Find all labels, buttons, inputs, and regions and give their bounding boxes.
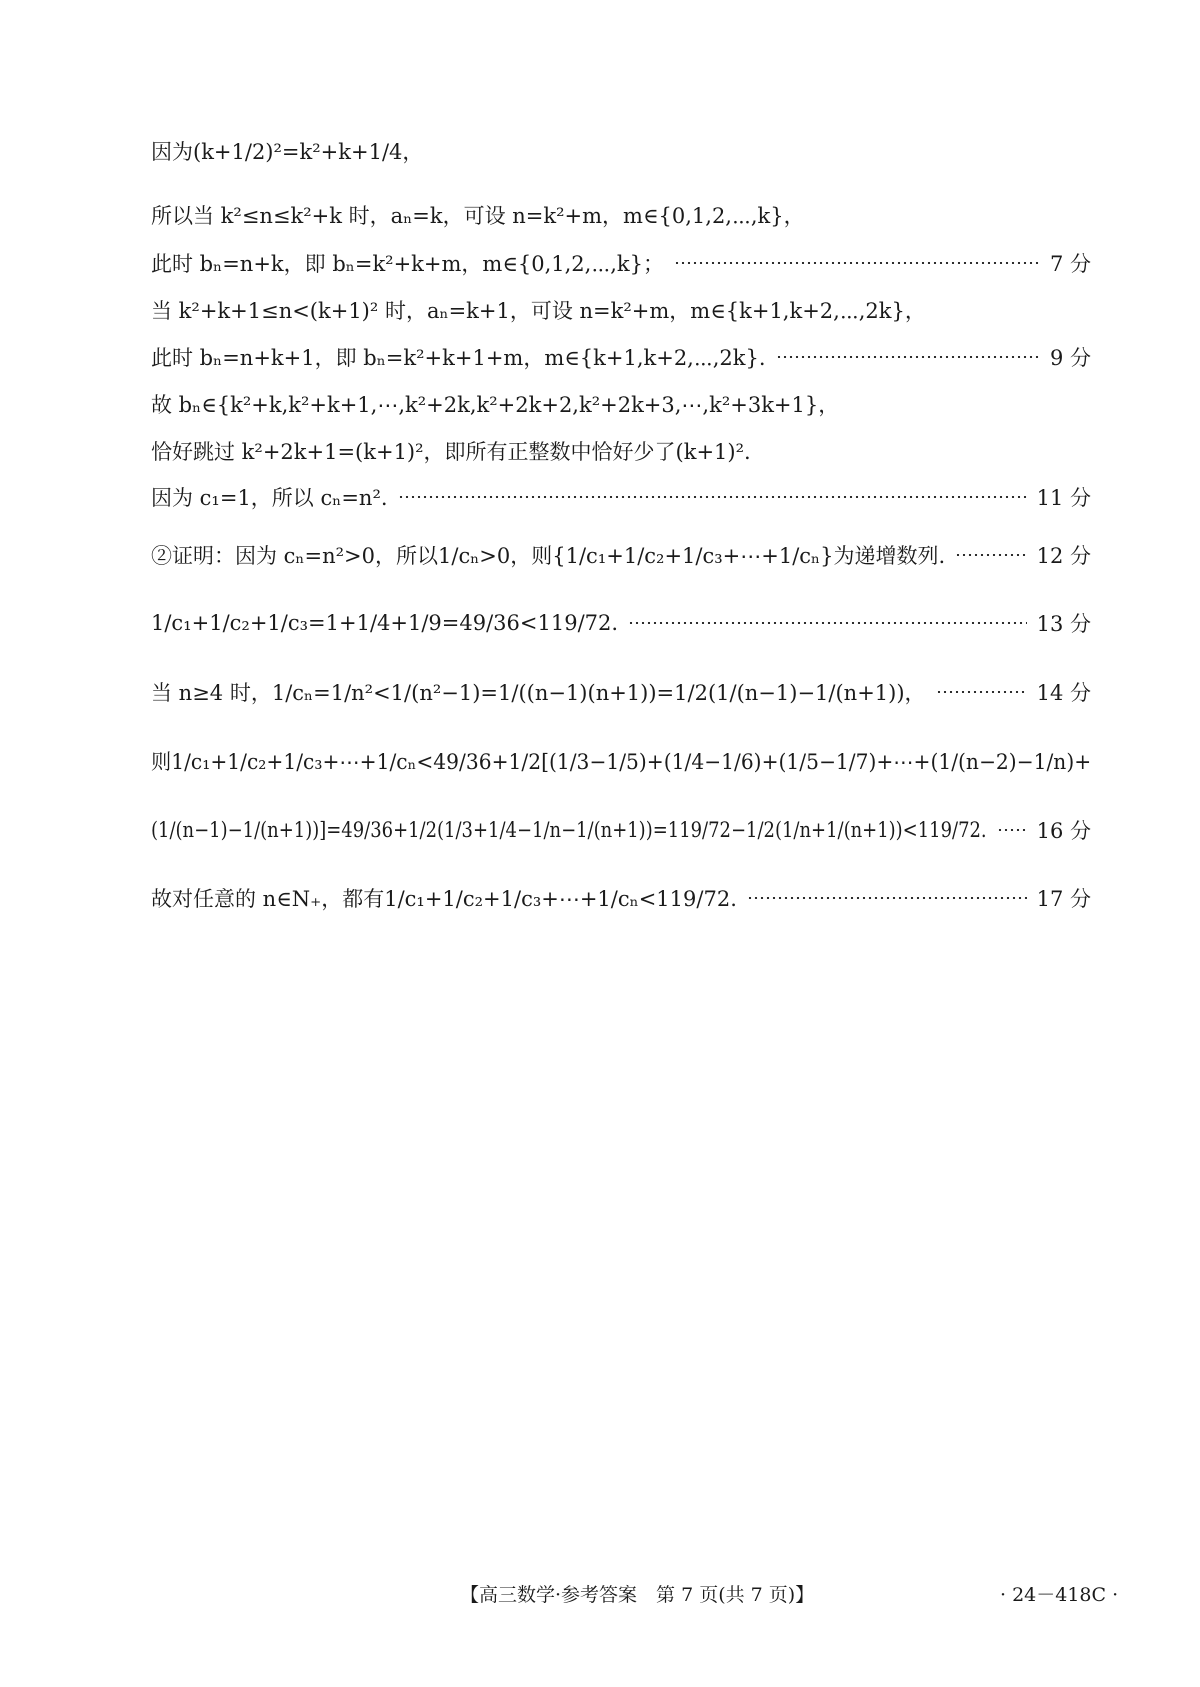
solution-line-8 (151, 482, 1091, 512)
score-mark: 7 分 (1049, 252, 1091, 276)
score-mark: 16 分 (1036, 819, 1091, 843)
score-mark: 17 分 (1036, 887, 1091, 911)
footer-title: 【高三数学·参考答案 第 7 页(共 7 页)】 (460, 1584, 815, 1606)
solution-line-13 (151, 815, 1091, 845)
dot-leader (398, 496, 1027, 498)
solution-line-6 (151, 389, 1091, 419)
line-text: 因为 c₁=1，所以 cₙ=n². (151, 486, 388, 510)
solution-line-4 (151, 295, 1091, 325)
score-mark: 13 分 (1036, 612, 1091, 636)
solution-line-11 (151, 677, 1091, 707)
solution-line-2 (151, 200, 1091, 230)
line-text: 故 bₙ∈{k²+k,k²+k+1,⋯,k²+2k,k²+2k+2,k²+2k+3,⋯,k²+3k+1}， (151, 393, 840, 417)
line-text: 恰好跳过 k²+2k+1=(k+1)²，即所有正整数中恰好少了(k+1)². (151, 440, 751, 464)
solution-line-1 (151, 136, 1091, 166)
line-text: (1/(n−1)−1/(n+1))]=49/36+1/2(1/3+1/4−1/n−1/(n+1))=119/72−1/2(1/n+1/(n+1))<119/72. (151, 818, 987, 842)
dot-leader (997, 829, 1027, 831)
line-text: 1/c₁+1/c₂+1/c₃=1+1/4+1/9=49/36<119/72. (151, 611, 619, 635)
dot-leader (628, 622, 1027, 624)
line-text: 此时 bₙ=n+k+1，即 bₙ=k²+k+1+m，m∈{k+1,k+2,⋯,2k}. (151, 346, 766, 370)
footer-code: · 24－418C · (1000, 1584, 1119, 1606)
dot-leader (955, 554, 1026, 556)
line-text: 则1/c₁+1/c₂+1/c₃+⋯+1/cₙ<49/36+1/2[(1/3−1/5)+(1/4−1/6)+(1/5−1/7)+⋯+(1/(n−2)−1/n)+ (151, 750, 1092, 774)
solution-line-12 (151, 746, 1091, 776)
dot-leader (674, 262, 1040, 264)
line-text: 故对任意的 n∈N₊，都有1/c₁+1/c₂+1/c₃+⋯+1/cₙ<119/72. (151, 887, 737, 911)
line-text: ②证明：因为 cₙ=n²>0，所以1/cₙ>0，则{1/c₁+1/c₂+1/c₃+⋯+1/cₙ}为递增数列. (151, 544, 946, 568)
dot-leader (747, 897, 1027, 899)
line-text: 当 n≥4 时，1/cₙ=1/n²<1/(n²−1)=1/((n−1)(n+1))=1/2(1/(n−1)−1/(n+1))， (151, 681, 926, 705)
solution-line-7 (151, 436, 1091, 466)
dot-leader (776, 356, 1040, 358)
line-text: 所以当 k²≤n≤k²+k 时，aₙ=k，可设 n=k²+m，m∈{0,1,2,⋯,k}， (151, 204, 805, 228)
score-mark: 11 分 (1036, 486, 1091, 510)
solution-line-5 (151, 342, 1091, 372)
score-mark: 12 分 (1036, 544, 1091, 568)
score-mark: 9 分 (1049, 346, 1091, 370)
score-mark: 14 分 (1036, 681, 1091, 705)
line-text: 此时 bₙ=n+k，即 bₙ=k²+k+m，m∈{0,1,2,⋯,k}； (151, 252, 665, 276)
solution-line-10 (151, 608, 1091, 638)
solution-line-14 (151, 883, 1091, 913)
dot-leader (936, 691, 1027, 693)
line-text: 因为(k+1/2)²=k²+k+1/4， (151, 140, 424, 164)
line-text: 当 k²+k+1≤n<(k+1)² 时，aₙ=k+1，可设 n=k²+m，m∈{k+1,k+2,⋯,2k}， (151, 299, 926, 323)
solution-line-3 (151, 248, 1091, 278)
solution-line-9 (151, 540, 1091, 570)
